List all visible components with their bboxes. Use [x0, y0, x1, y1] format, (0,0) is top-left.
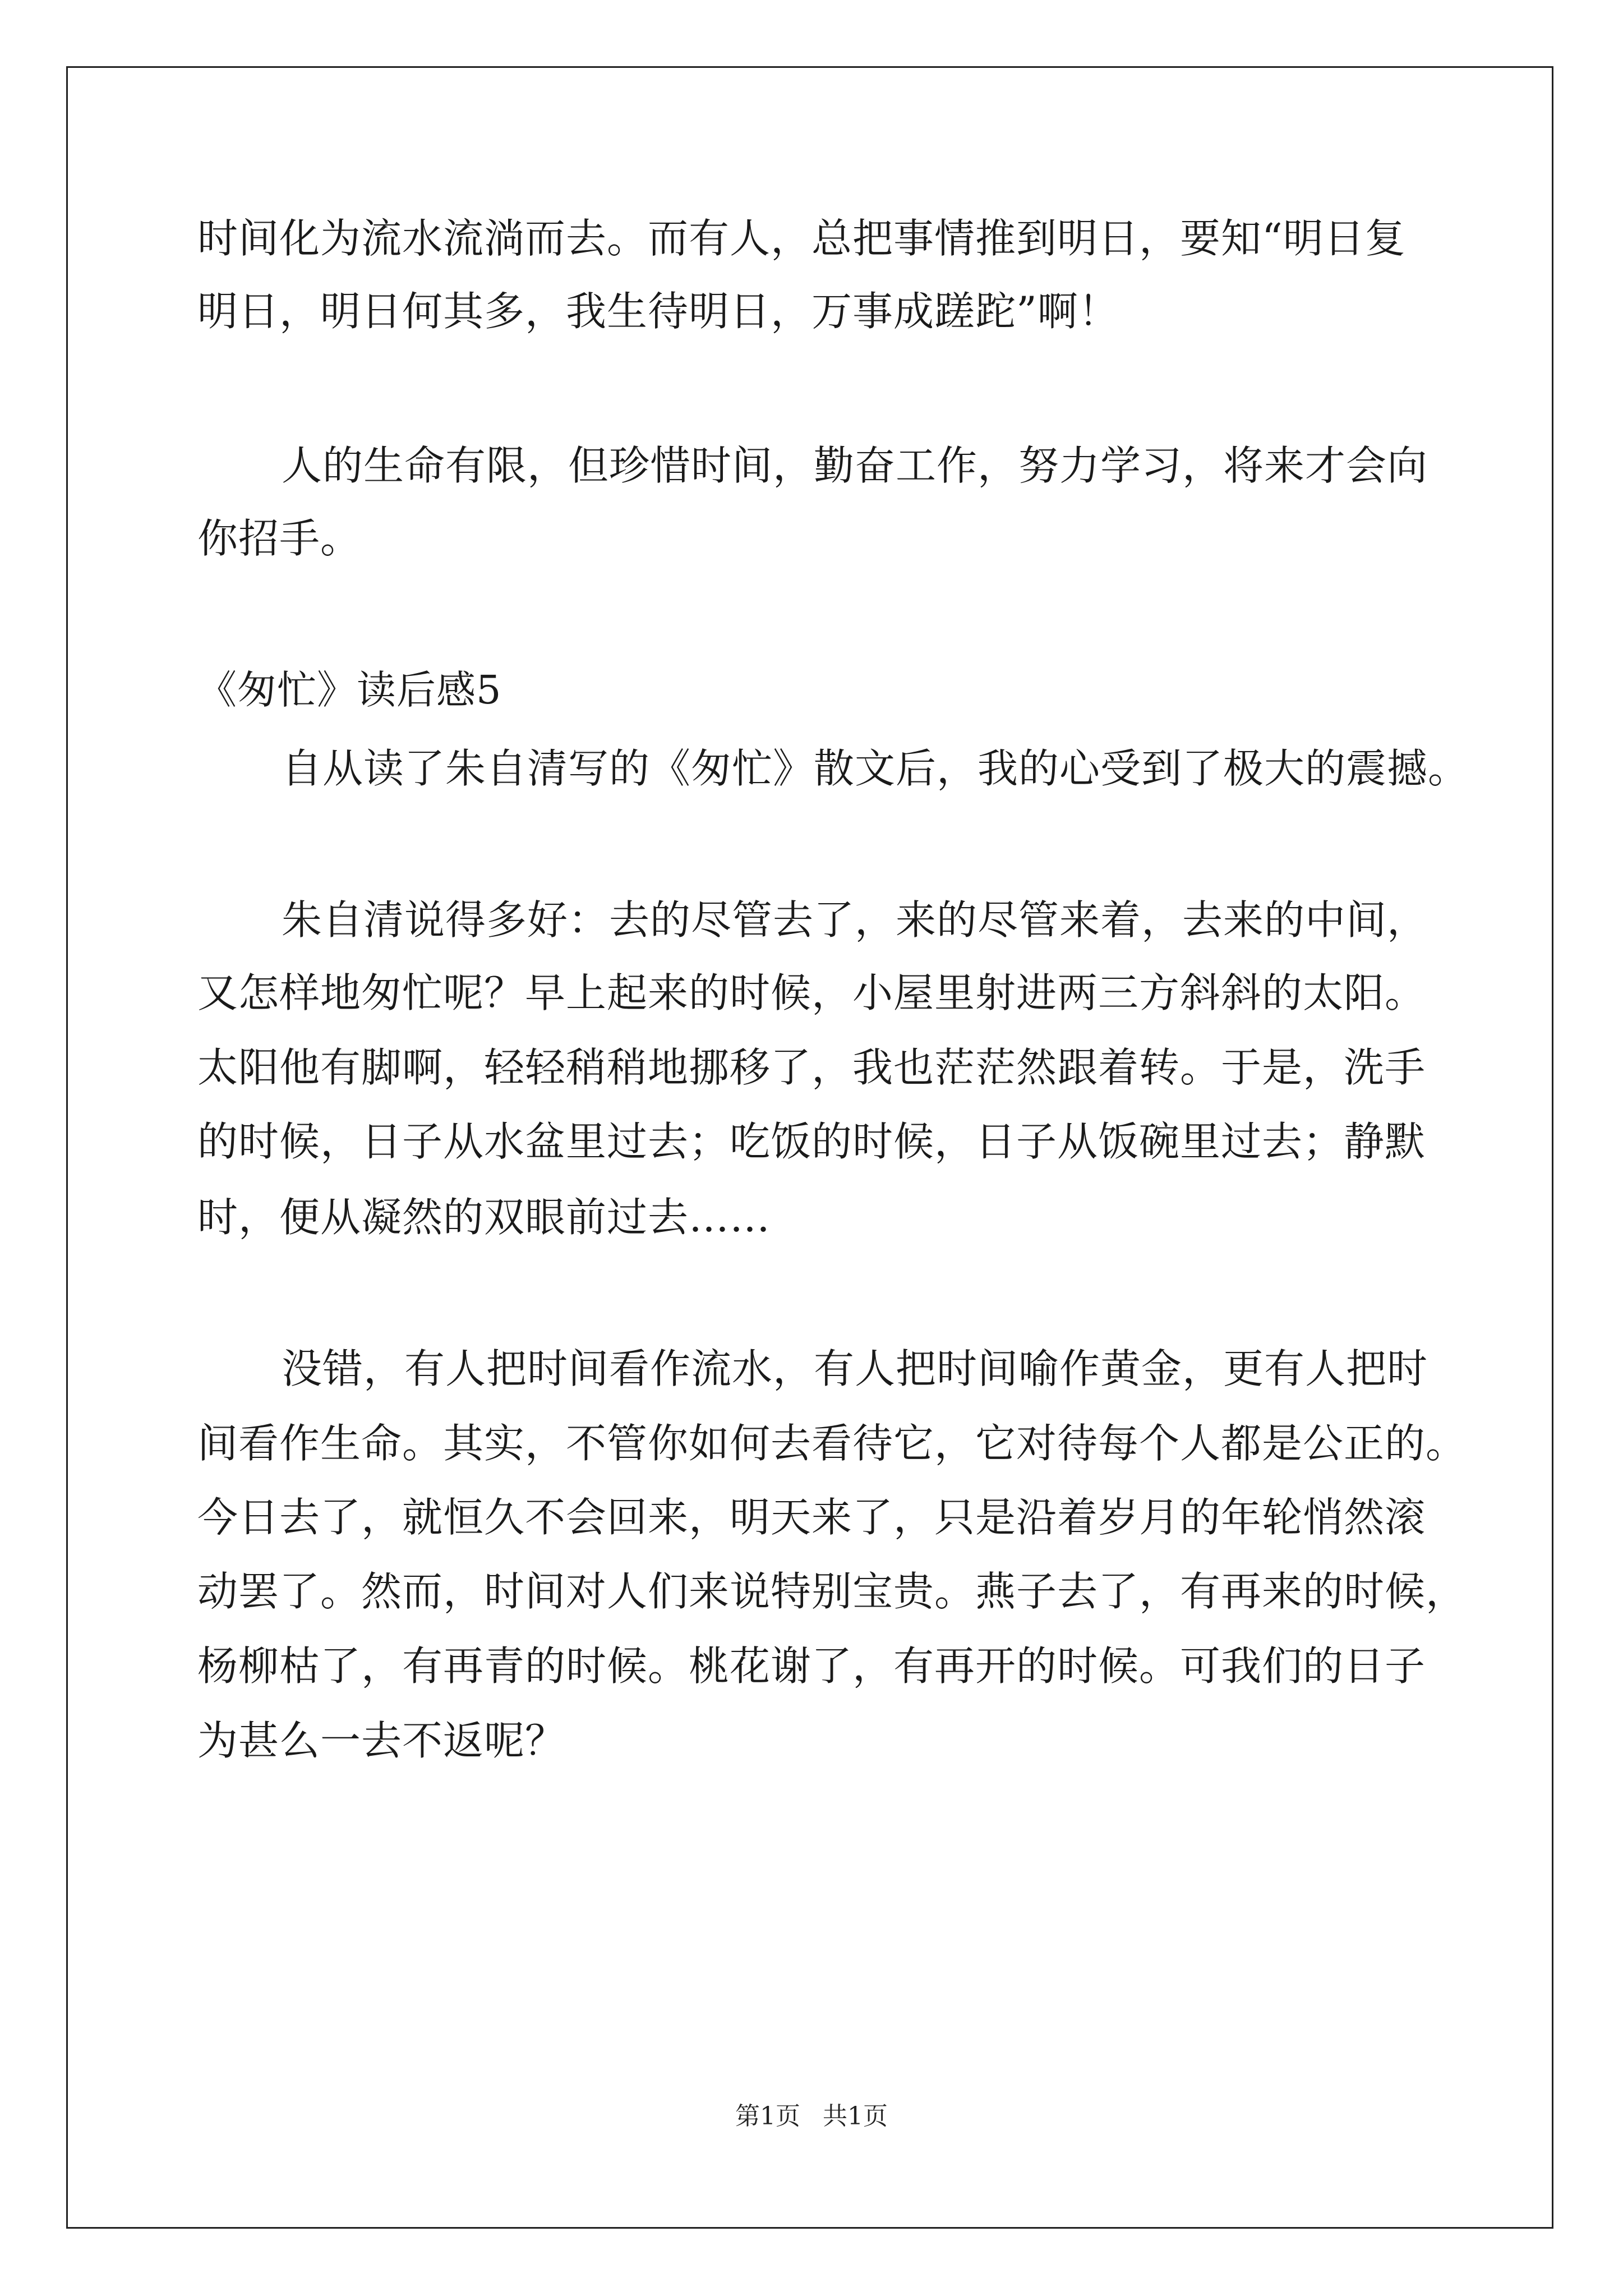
text-line: 为甚么一去不返呢？ — [197, 1717, 566, 1764]
paragraph-start: 人的生命有限，但珍惜时间，勤奋工作，努力学习，将来才会向 — [282, 442, 1428, 489]
paragraph-start: 没错，有人把时间看作流水，有人把时间喻作黄金，更有人把时 — [282, 1345, 1428, 1392]
text-line: 动罢了。然而，时间对人们来说特别宝贵。燕子去了，有再来的时候， — [197, 1568, 1467, 1615]
page-number-current: 第1页 — [735, 2102, 800, 2131]
text-line: 时，便从凝然的双眼前过去…… — [197, 1194, 771, 1241]
text-line: 又怎样地匆忙呢？早上起来的时候，小屋里射进两三方斜斜的太阳。 — [197, 969, 1426, 1016]
text-line: 你招手。 — [197, 515, 362, 562]
paragraph-start: 朱自清说得多好：去的尽管去了，来的尽管来着，去来的中间， — [282, 896, 1428, 944]
text-line: 间看作生命。其实，不管你如何去看待它，它对待每个人都是公正的。 — [197, 1420, 1467, 1467]
section-heading: 《匆忙》读后感5 — [197, 667, 502, 713]
page-number-total: 共1页 — [823, 2102, 888, 2131]
text-line: 今日去了，就恒久不会回来，明天来了，只是沿着岁月的年轮悄然滚 — [197, 1494, 1426, 1541]
page-footer — [0, 2101, 1623, 2132]
paragraph-start: 自从读了朱自清写的《匆忙》散文后，我的心受到了极大的震撼。 — [282, 745, 1469, 792]
text-line: 时间化为流水流淌而去。而有人，总把事情推到明日，要知“明日复 — [197, 215, 1406, 262]
text-line: 明日，明日何其多，我生待明日，万事成蹉跎”啊！ — [197, 288, 1119, 335]
text-line: 的时候，日子从水盆里过去；吃饭的时候，日子从饭碗里过去；静默 — [197, 1118, 1426, 1165]
text-line: 杨柳枯了，有再青的时候。桃花谢了，有再开的时候。可我们的日子 — [197, 1642, 1426, 1690]
text-line: 太阳他有脚啊，轻轻稍稍地挪移了，我也茫茫然跟着转。于是，洗手 — [197, 1044, 1426, 1091]
